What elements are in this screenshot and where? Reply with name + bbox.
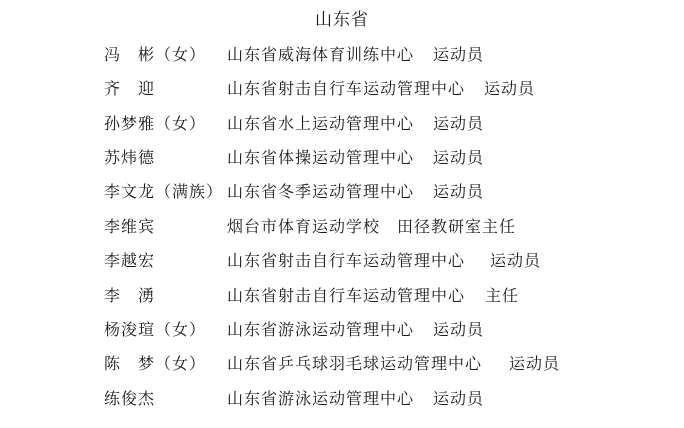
role: 田径教研室主任 [397, 217, 517, 236]
organization: 山东省威海体育训练中心 [227, 45, 415, 64]
organization: 山东省射击自行车运动管理中心 [227, 251, 466, 270]
list-item [0, 387, 684, 411]
list-item [0, 215, 684, 239]
organization: 山东省水上运动管理中心 [227, 114, 415, 133]
list-item [0, 284, 684, 308]
organization: 山东省冬季运动管理中心 [227, 182, 415, 201]
person-name: 冯 彬（女） [104, 45, 207, 64]
list-item [0, 180, 684, 204]
list-item [0, 249, 684, 273]
organization: 烟台市体育运动学校 [227, 217, 381, 236]
list-item [0, 352, 684, 376]
organization: 山东省射击自行车运动管理中心 [227, 79, 466, 98]
person-name: 齐 迎 [104, 79, 156, 98]
list-item [0, 43, 684, 67]
person-name: 李 湧 [104, 286, 156, 305]
role: 运动员 [433, 182, 485, 201]
role: 运动员 [433, 389, 485, 408]
role: 运动员 [433, 114, 485, 133]
role: 运动员 [433, 320, 485, 339]
person-name: 李越宏 [104, 251, 156, 270]
person-name: 杨浚瑄（女） [104, 320, 207, 339]
person-name: 李维宾 [104, 217, 156, 236]
organization: 山东省游泳运动管理中心 [227, 389, 415, 408]
person-name: 孙梦雅（女） [104, 114, 207, 133]
list-item [0, 318, 684, 342]
person-name: 苏炜德 [104, 148, 156, 167]
person-name: 陈 梦（女） [104, 354, 207, 373]
role: 运动员 [433, 148, 485, 167]
role: 运动员 [509, 354, 561, 373]
list-item [0, 112, 684, 136]
person-name: 李文龙（满族） [104, 182, 224, 201]
organization: 山东省体操运动管理中心 [227, 148, 415, 167]
organization: 山东省游泳运动管理中心 [227, 320, 415, 339]
list-item [0, 146, 684, 170]
role: 运动员 [433, 45, 485, 64]
role: 运动员 [484, 79, 536, 98]
organization: 山东省射击自行车运动管理中心 [227, 286, 466, 305]
role: 主任 [485, 286, 520, 305]
person-name: 练俊杰 [104, 389, 156, 408]
role: 运动员 [490, 251, 542, 270]
section-title: 山东省 [315, 10, 369, 30]
organization: 山东省乒乓球羽毛球运动管理中心 [227, 354, 483, 373]
list-item [0, 77, 684, 101]
